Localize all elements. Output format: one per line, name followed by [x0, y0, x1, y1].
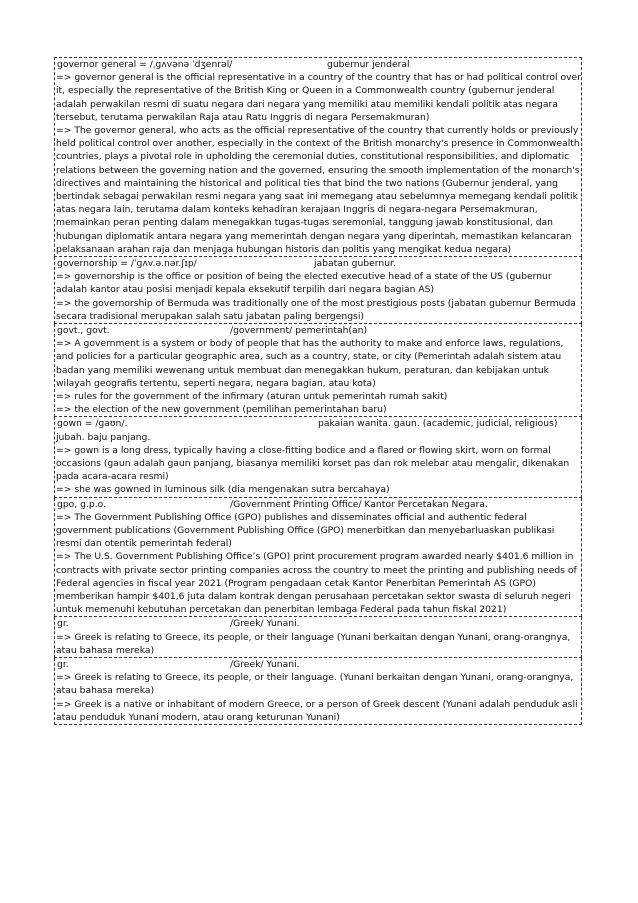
entry-term: governorship = /ˈɡʌv.ə.nər.ʃɪp/ — [57, 258, 197, 270]
entry-translation: /government/ pemerintah(an) — [230, 325, 368, 337]
entry-translation: gubernur jenderal — [327, 59, 410, 70]
entry-line: => gown is a long dress, typically having a close-fitting bodice and a flared or flowing skirt, worn on formal occasions (gaun adalah gaun panjang, biasanya memiliki korset pas dan rok melebar atau mengalir, dikenakan pada acara-acara resmi) — [56, 444, 570, 483]
entry-head — [56, 257, 581, 270]
entry-gr-2 — [54, 658, 582, 725]
entry-translation: pakaian wanita. gaun. (academic, judicial, religious) — [318, 418, 558, 430]
entry-line: => the governorship of Bermuda was traditionally one of the most prestigious posts (jabatan gubernur Bermuda secara tradisional merupakan salah satu jabatan paling bergengsi) — [56, 297, 576, 322]
entry-line: => A government is a system or body of people that has the authority to make and enforce laws, regulations, and policies for a particular geographic area, such as a country, state, or city (Pemerintah adalah sistem atau badan yang memiliki wewenang untuk membuat dan menegakkan hukum, peraturan, dan kebijakan untuk wilayah geografis tertentu, seperti negara, negara bagian, atau kota) — [56, 338, 564, 389]
entry-line: => Greek is a native or inhabitant of modern Greece, or a person of Greek descent (Yunani adalah penduduk asli atau penduduk Yunani modern, atau orang keturunan Yunani) — [56, 698, 578, 723]
entry-translation: /Government Printing Office/ Kantor Percetakan Negara. — [230, 498, 488, 510]
entry-line: jubah. baju panjang. — [56, 431, 151, 443]
entry-line: => rules for the government of the infirmary (aturan untuk pemerintah rumah sakit) — [56, 391, 448, 403]
entry-head — [56, 417, 581, 430]
entry-line: => Greek is relating to Greece, its people, or their language (Yunani berkaitan dengan Yunani, orang-orangnya, atau bahasa mereka) — [56, 631, 571, 656]
entry-term: gr. — [57, 618, 69, 630]
entry-term: gpo, g.p.o. — [57, 498, 107, 510]
entry-gpo — [54, 498, 582, 618]
entry-head — [56, 617, 581, 630]
entry-line: => Greek is relating to Greece, its people, or their language. (Yunani berkaitan dengan Yunani, orang-orangnya, atau bahasa mereka) — [56, 672, 574, 697]
entry-gr-1 — [54, 617, 582, 658]
dictionary-page — [54, 57, 582, 725]
entry-head — [56, 58, 581, 71]
entry-gown — [54, 417, 582, 497]
entry-line: => the election of the new government (pemilihan pemerintahan baru) — [56, 404, 387, 416]
entry-line: => The U.S. Government Publishing Office’s (GPO) print procurement program awarded nearly $401.6 million in contracts with private sector printing companies across the country to meet the printing and publishing needs of Federal agencies in fiscal year 2021 (Program pengadaan cetak Kantor Penerbitan Pemerintah AS (GPO) memberikan hampir $401,6 juta dalam kontrak dengan perusahaan percetakan sektor swasta di seluruh negeri untuk memenuhi kebutuhan percetakan dan penerbitan lembaga Federal pada tahun fiskal 2021) — [56, 551, 577, 616]
entry-term: gr. — [57, 659, 69, 671]
entry-head — [56, 658, 581, 671]
entry-line: => The Government Publishing Office (GPO) publishes and disseminates official and authentic federal government publications (Government Publishing Office (GPO) menerbitkan dan menyebarluaskan publikasi resmi dan otentik pemerintah federal) — [56, 511, 555, 550]
entry-term: govt., govt. — [57, 325, 110, 337]
entry-translation: /Greek/ Yunani. — [230, 659, 300, 671]
entry-govt — [54, 324, 582, 417]
entry-translation: jabatan gubernur. — [314, 258, 396, 270]
entry-governor-general — [54, 57, 582, 257]
entry-head — [56, 498, 581, 511]
entry-line: => she was gowned in luminous silk (dia mengenakan sutra bercahaya) — [56, 484, 390, 496]
entry-head — [56, 324, 581, 337]
entry-line: => governorship is the office or position of being the elected executive head of a state of the US (gubernur adalah kantor atau posisi menjadi kepala eksekutif terpilih dari negara bagian AS) — [56, 271, 552, 296]
entry-term: governor general = /ˌɡʌvənə ˈdʒenrəl/ — [57, 59, 233, 70]
entry-translation: /Greek/ Yunani. — [230, 618, 300, 630]
entry-term: gown = /ɡaʊn/. — [57, 418, 128, 430]
entry-line: => governor general is the official representative in a country of the country that has or had political control over it, especially the representative of the British King or Queen in a Commonwealth country (gubernur jenderal adalah perwakilan resmi di suatu negara dari negara yang memiliki atau memiliki kendali politik atas negara tersebut, terutama perwakilan Raja atau Ratu Inggris di negara Persemakmuran) — [56, 72, 581, 123]
entry-governorship — [54, 257, 582, 324]
entry-line: => The governor general, who acts as the official representative of the country that currently holds or previously held political control over another, especially in the context of the British monarchy's presence in Commonwealth countries, plays a pivotal role in upholding the ceremonial duties, constitutional responsibilities, and diplomatic relations between the governing nation and the governed, ensuring the smooth implementation of the monarch's directives and maintaining the historical and political ties that bind the two nations (Gubernur jenderal, yang bertindak sebagai perwakilan resmi negara yang saat ini memegang atau sebelumnya memegang kendali politik atas negara lain, terutama dalam konteks kehadiran kerajaan Inggris di negara-negara Persemakmuran, memainkan peran penting dalam menegakkan tugas-tugas seremonial, tanggung jawab konstitusional, dan hubungan diplomatik antara negara yang memerintah dengan negara yang diperintah, memastikan kelancaran pelaksanaan arahan raja dan menjaga hubungan historis dan politis yang mengikat kedua negara) — [56, 125, 580, 255]
